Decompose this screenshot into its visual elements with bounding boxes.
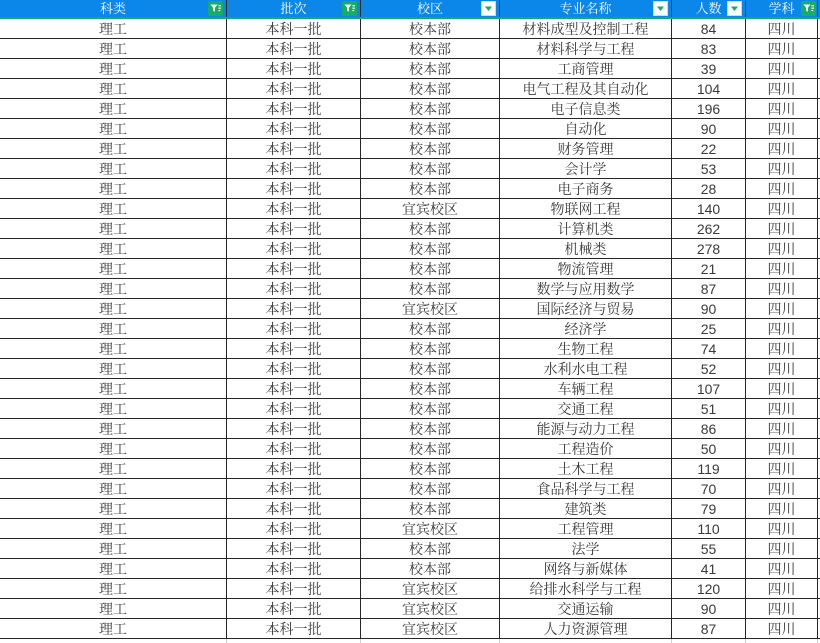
- cell-count[interactable]: 104: [672, 79, 746, 98]
- cell-major[interactable]: 食品科学与工程: [500, 479, 672, 498]
- cell-count[interactable]: 39: [672, 59, 746, 78]
- cell-campus[interactable]: 校本部: [361, 119, 500, 138]
- cell-batch[interactable]: 本科一批: [227, 419, 361, 438]
- table-row: [0, 399, 820, 419]
- cell-count[interactable]: 84: [672, 19, 746, 38]
- cell-campus[interactable]: 校本部: [361, 359, 500, 378]
- cell-batch[interactable]: 本科一批: [227, 339, 361, 358]
- cell-province[interactable]: 四川: [746, 39, 818, 58]
- cell-major[interactable]: 物联网工程: [500, 199, 672, 218]
- cell-batch[interactable]: 本科一批: [227, 299, 361, 318]
- cell-count[interactable]: 55: [672, 539, 746, 558]
- cell-campus[interactable]: 校本部: [361, 39, 500, 58]
- cell-province[interactable]: 四川: [746, 439, 818, 458]
- cell-count[interactable]: 51: [672, 399, 746, 418]
- table-row: [0, 519, 820, 539]
- cell-count[interactable]: 28: [672, 179, 746, 198]
- cell-campus[interactable]: 校本部: [361, 319, 500, 338]
- table-row: [0, 339, 820, 359]
- cell-batch[interactable]: 本科一批: [227, 79, 361, 98]
- cell-major[interactable]: 给排水科学与工程: [500, 579, 672, 598]
- cell-count[interactable]: 50: [672, 439, 746, 458]
- cell-major[interactable]: 工商管理: [500, 59, 672, 78]
- cell-batch[interactable]: 本科一批: [227, 19, 361, 38]
- cell-major[interactable]: 工程管理: [500, 519, 672, 538]
- cell-major[interactable]: 水利水电工程: [500, 359, 672, 378]
- table-row: [0, 539, 820, 559]
- cell-batch[interactable]: 本科一批: [227, 119, 361, 138]
- cell-campus[interactable]: 校本部: [361, 139, 500, 158]
- cell-major[interactable]: 土木工程: [500, 459, 672, 478]
- cell-count[interactable]: 87: [672, 279, 746, 298]
- cell-count[interactable]: 278: [672, 239, 746, 258]
- cell-campus[interactable]: 校本部: [361, 19, 500, 38]
- cell-count[interactable]: 262: [672, 219, 746, 238]
- cell-major[interactable]: 国际经济与贸易: [500, 299, 672, 318]
- next-row-partial: [0, 639, 820, 643]
- cell-batch[interactable]: 本科一批: [227, 159, 361, 178]
- table-row: [0, 379, 820, 399]
- cell-category[interactable]: 理工: [0, 59, 227, 78]
- cell-count[interactable]: 41: [672, 559, 746, 578]
- cell-batch[interactable]: 本科一批: [227, 379, 361, 398]
- cell-batch[interactable]: 本科一批: [227, 439, 361, 458]
- cell-count[interactable]: 119: [672, 459, 746, 478]
- cell-campus[interactable]: 校本部: [361, 539, 500, 558]
- table-row: [0, 499, 820, 519]
- cell-batch[interactable]: 本科一批: [227, 479, 361, 498]
- cell-batch[interactable]: 本科一批: [227, 579, 361, 598]
- cell-category[interactable]: 理工: [0, 99, 227, 118]
- cell-batch[interactable]: 本科一批: [227, 319, 361, 338]
- cell-category[interactable]: 理工: [0, 19, 227, 38]
- cell-campus[interactable]: 宜宾校区: [361, 599, 500, 618]
- cell-batch[interactable]: 本科一批: [227, 459, 361, 478]
- cell-province[interactable]: 四川: [746, 99, 818, 118]
- cell-campus[interactable]: 校本部: [361, 159, 500, 178]
- column-header-major[interactable]: [500, 0, 672, 17]
- empty-cell: [227, 639, 361, 643]
- cell-major[interactable]: 财务管理: [500, 139, 672, 158]
- cell-province[interactable]: 四川: [746, 159, 818, 178]
- cell-batch[interactable]: 本科一批: [227, 519, 361, 538]
- empty-cell: [0, 639, 227, 643]
- cell-category[interactable]: 理工: [0, 519, 227, 538]
- table-row: [0, 139, 820, 159]
- cell-campus[interactable]: 校本部: [361, 559, 500, 578]
- cell-province[interactable]: 四川: [746, 319, 818, 338]
- table-row: [0, 179, 820, 199]
- table-row: [0, 559, 820, 579]
- table-row: [0, 99, 820, 119]
- empty-cell: [746, 639, 818, 643]
- cell-major[interactable]: 建筑类: [500, 499, 672, 518]
- cell-campus[interactable]: 宜宾校区: [361, 579, 500, 598]
- cell-province[interactable]: 四川: [746, 199, 818, 218]
- table-header-row: [0, 0, 820, 19]
- cell-batch[interactable]: 本科一批: [227, 279, 361, 298]
- filter-dropdown-icon[interactable]: [727, 1, 742, 16]
- cell-province[interactable]: 四川: [746, 539, 818, 558]
- cell-category[interactable]: 理工: [0, 319, 227, 338]
- cell-province[interactable]: 四川: [746, 519, 818, 538]
- cell-province[interactable]: 四川: [746, 619, 818, 638]
- cell-major[interactable]: 网络与新媒体: [500, 559, 672, 578]
- cell-batch[interactable]: 本科一批: [227, 99, 361, 118]
- cell-major[interactable]: 交通工程: [500, 399, 672, 418]
- cell-category[interactable]: 理工: [0, 259, 227, 278]
- table-row: [0, 239, 820, 259]
- cell-count[interactable]: 90: [672, 119, 746, 138]
- table-row: [0, 459, 820, 479]
- column-header-label: 学科: [768, 1, 795, 16]
- cell-province[interactable]: 四川: [746, 299, 818, 318]
- filter-applied-icon[interactable]: [801, 1, 816, 16]
- cell-batch[interactable]: 本科一批: [227, 499, 361, 518]
- column-header-label: 专业名称: [559, 1, 612, 16]
- cell-province[interactable]: 四川: [746, 179, 818, 198]
- cell-major[interactable]: 物流管理: [500, 259, 672, 278]
- cell-count[interactable]: 107: [672, 379, 746, 398]
- cell-category[interactable]: 理工: [0, 539, 227, 558]
- cell-category[interactable]: 理工: [0, 459, 227, 478]
- cell-campus[interactable]: 校本部: [361, 79, 500, 98]
- cell-campus[interactable]: 校本部: [361, 399, 500, 418]
- cell-campus[interactable]: 校本部: [361, 439, 500, 458]
- cell-campus[interactable]: 校本部: [361, 339, 500, 358]
- cell-count[interactable]: 120: [672, 579, 746, 598]
- cell-category[interactable]: 理工: [0, 399, 227, 418]
- cell-campus[interactable]: 校本部: [361, 259, 500, 278]
- cell-province[interactable]: 四川: [746, 599, 818, 618]
- column-header-category[interactable]: [0, 0, 227, 17]
- cell-category[interactable]: 理工: [0, 479, 227, 498]
- table-row: [0, 419, 820, 439]
- cell-province[interactable]: 四川: [746, 459, 818, 478]
- cell-category[interactable]: 理工: [0, 179, 227, 198]
- cell-category[interactable]: 理工: [0, 379, 227, 398]
- cell-category[interactable]: 理工: [0, 579, 227, 598]
- cell-count[interactable]: 22: [672, 139, 746, 158]
- cell-province[interactable]: 四川: [746, 279, 818, 298]
- cell-major[interactable]: 会计学: [500, 159, 672, 178]
- cell-campus[interactable]: 校本部: [361, 179, 500, 198]
- cell-campus[interactable]: 宜宾校区: [361, 199, 500, 218]
- table-row: [0, 39, 820, 59]
- cell-batch[interactable]: 本科一批: [227, 59, 361, 78]
- cell-batch[interactable]: 本科一批: [227, 539, 361, 558]
- cell-major[interactable]: 车辆工程: [500, 379, 672, 398]
- cell-count[interactable]: 79: [672, 499, 746, 518]
- cell-campus[interactable]: 校本部: [361, 59, 500, 78]
- cell-province[interactable]: 四川: [746, 19, 818, 38]
- cell-count[interactable]: 25: [672, 319, 746, 338]
- cell-count[interactable]: 90: [672, 299, 746, 318]
- cell-category[interactable]: 理工: [0, 559, 227, 578]
- empty-cell: [500, 639, 672, 643]
- filter-dropdown-icon[interactable]: [653, 1, 668, 16]
- empty-cell: [361, 639, 500, 643]
- cell-campus[interactable]: 校本部: [361, 499, 500, 518]
- table-row: [0, 599, 820, 619]
- cell-campus[interactable]: 宜宾校区: [361, 519, 500, 538]
- column-header-batch[interactable]: [227, 0, 361, 17]
- cell-category[interactable]: 理工: [0, 199, 227, 218]
- cell-count[interactable]: 83: [672, 39, 746, 58]
- column-header-label: 校区: [416, 1, 443, 16]
- cell-province[interactable]: 四川: [746, 399, 818, 418]
- table-row: [0, 159, 820, 179]
- cell-major[interactable]: 计算机类: [500, 219, 672, 238]
- cell-major[interactable]: 人力资源管理: [500, 619, 672, 638]
- column-header-label: 科类: [99, 1, 126, 16]
- table-body: [0, 19, 820, 639]
- cell-province[interactable]: 四川: [746, 359, 818, 378]
- table-row: [0, 79, 820, 99]
- cell-count[interactable]: 52: [672, 359, 746, 378]
- column-header-province[interactable]: [746, 0, 818, 17]
- column-header-campus[interactable]: [361, 0, 500, 17]
- cell-province[interactable]: 四川: [746, 479, 818, 498]
- cell-batch[interactable]: 本科一批: [227, 359, 361, 378]
- cell-category[interactable]: 理工: [0, 219, 227, 238]
- cell-batch[interactable]: 本科一批: [227, 39, 361, 58]
- cell-count[interactable]: 110: [672, 519, 746, 538]
- table-row: [0, 259, 820, 279]
- cell-major[interactable]: 交通运输: [500, 599, 672, 618]
- cell-category[interactable]: 理工: [0, 599, 227, 618]
- column-header-count[interactable]: [672, 0, 746, 17]
- cell-campus[interactable]: 校本部: [361, 239, 500, 258]
- cell-province[interactable]: 四川: [746, 259, 818, 278]
- cell-major[interactable]: 电子信息类: [500, 99, 672, 118]
- cell-major[interactable]: 电气工程及其自动化: [500, 79, 672, 98]
- cell-campus[interactable]: 校本部: [361, 279, 500, 298]
- table-row: [0, 479, 820, 499]
- cell-count[interactable]: 74: [672, 339, 746, 358]
- cell-batch[interactable]: 本科一批: [227, 219, 361, 238]
- cell-category[interactable]: 理工: [0, 79, 227, 98]
- table-row: [0, 219, 820, 239]
- cell-batch[interactable]: 本科一批: [227, 199, 361, 218]
- column-header-label: 批次: [280, 1, 307, 16]
- table-row: [0, 439, 820, 459]
- cell-category[interactable]: 理工: [0, 619, 227, 638]
- cell-batch[interactable]: 本科一批: [227, 559, 361, 578]
- cell-major[interactable]: 工程造价: [500, 439, 672, 458]
- cell-province[interactable]: 四川: [746, 79, 818, 98]
- cell-batch[interactable]: 本科一批: [227, 599, 361, 618]
- filter-applied-icon[interactable]: [208, 1, 223, 16]
- cell-batch[interactable]: 本科一批: [227, 619, 361, 638]
- cell-province[interactable]: 四川: [746, 59, 818, 78]
- cell-batch[interactable]: 本科一批: [227, 239, 361, 258]
- cell-category[interactable]: 理工: [0, 139, 227, 158]
- cell-count[interactable]: 196: [672, 99, 746, 118]
- table-row: [0, 59, 820, 79]
- cell-category[interactable]: 理工: [0, 279, 227, 298]
- cell-count[interactable]: 53: [672, 159, 746, 178]
- table-row: [0, 19, 820, 39]
- cell-count[interactable]: 140: [672, 199, 746, 218]
- cell-major[interactable]: 数学与应用数学: [500, 279, 672, 298]
- cell-campus[interactable]: 校本部: [361, 99, 500, 118]
- cell-count[interactable]: 90: [672, 599, 746, 618]
- cell-major[interactable]: 材料科学与工程: [500, 39, 672, 58]
- table-row: [0, 359, 820, 379]
- cell-batch[interactable]: 本科一批: [227, 179, 361, 198]
- table-row: [0, 319, 820, 339]
- cell-category[interactable]: 理工: [0, 159, 227, 178]
- table-row: [0, 279, 820, 299]
- cell-province[interactable]: 四川: [746, 139, 818, 158]
- cell-province[interactable]: 四川: [746, 219, 818, 238]
- cell-province[interactable]: 四川: [746, 579, 818, 598]
- filter-applied-icon[interactable]: [342, 1, 357, 16]
- cell-major[interactable]: 生物工程: [500, 339, 672, 358]
- filter-dropdown-icon[interactable]: [481, 1, 496, 16]
- cell-province[interactable]: 四川: [746, 419, 818, 438]
- cell-major[interactable]: 能源与动力工程: [500, 419, 672, 438]
- cell-batch[interactable]: 本科一批: [227, 259, 361, 278]
- cell-campus[interactable]: 宜宾校区: [361, 299, 500, 318]
- table-row: [0, 119, 820, 139]
- cell-category[interactable]: 理工: [0, 39, 227, 58]
- table-row: [0, 619, 820, 639]
- column-header-label: 人数: [695, 1, 722, 16]
- cell-province[interactable]: 四川: [746, 239, 818, 258]
- cell-category[interactable]: 理工: [0, 359, 227, 378]
- cell-category[interactable]: 理工: [0, 239, 227, 258]
- cell-campus[interactable]: 校本部: [361, 379, 500, 398]
- cell-major[interactable]: 自动化: [500, 119, 672, 138]
- cell-major[interactable]: 电子商务: [500, 179, 672, 198]
- cell-count[interactable]: 70: [672, 479, 746, 498]
- cell-major[interactable]: 经济学: [500, 319, 672, 338]
- cell-count[interactable]: 21: [672, 259, 746, 278]
- cell-province[interactable]: 四川: [746, 499, 818, 518]
- cell-province[interactable]: 四川: [746, 339, 818, 358]
- cell-category[interactable]: 理工: [0, 299, 227, 318]
- cell-category[interactable]: 理工: [0, 419, 227, 438]
- cell-batch[interactable]: 本科一批: [227, 399, 361, 418]
- cell-campus[interactable]: 校本部: [361, 459, 500, 478]
- cell-category[interactable]: 理工: [0, 339, 227, 358]
- cell-count[interactable]: 87: [672, 619, 746, 638]
- cell-count[interactable]: 86: [672, 419, 746, 438]
- cell-province[interactable]: 四川: [746, 119, 818, 138]
- empty-cell: [672, 639, 746, 643]
- cell-campus[interactable]: 校本部: [361, 479, 500, 498]
- cell-campus[interactable]: 校本部: [361, 219, 500, 238]
- cell-campus[interactable]: 校本部: [361, 419, 500, 438]
- cell-campus[interactable]: 宜宾校区: [361, 619, 500, 638]
- cell-major[interactable]: 法学: [500, 539, 672, 558]
- cell-province[interactable]: 四川: [746, 559, 818, 578]
- table-row: [0, 199, 820, 219]
- cell-category[interactable]: 理工: [0, 499, 227, 518]
- table-row: [0, 579, 820, 599]
- cell-batch[interactable]: 本科一批: [227, 139, 361, 158]
- cell-major[interactable]: 机械类: [500, 239, 672, 258]
- cell-category[interactable]: 理工: [0, 439, 227, 458]
- cell-province[interactable]: 四川: [746, 379, 818, 398]
- cell-major[interactable]: 材料成型及控制工程: [500, 19, 672, 38]
- table-row: [0, 299, 820, 319]
- cell-category[interactable]: 理工: [0, 119, 227, 138]
